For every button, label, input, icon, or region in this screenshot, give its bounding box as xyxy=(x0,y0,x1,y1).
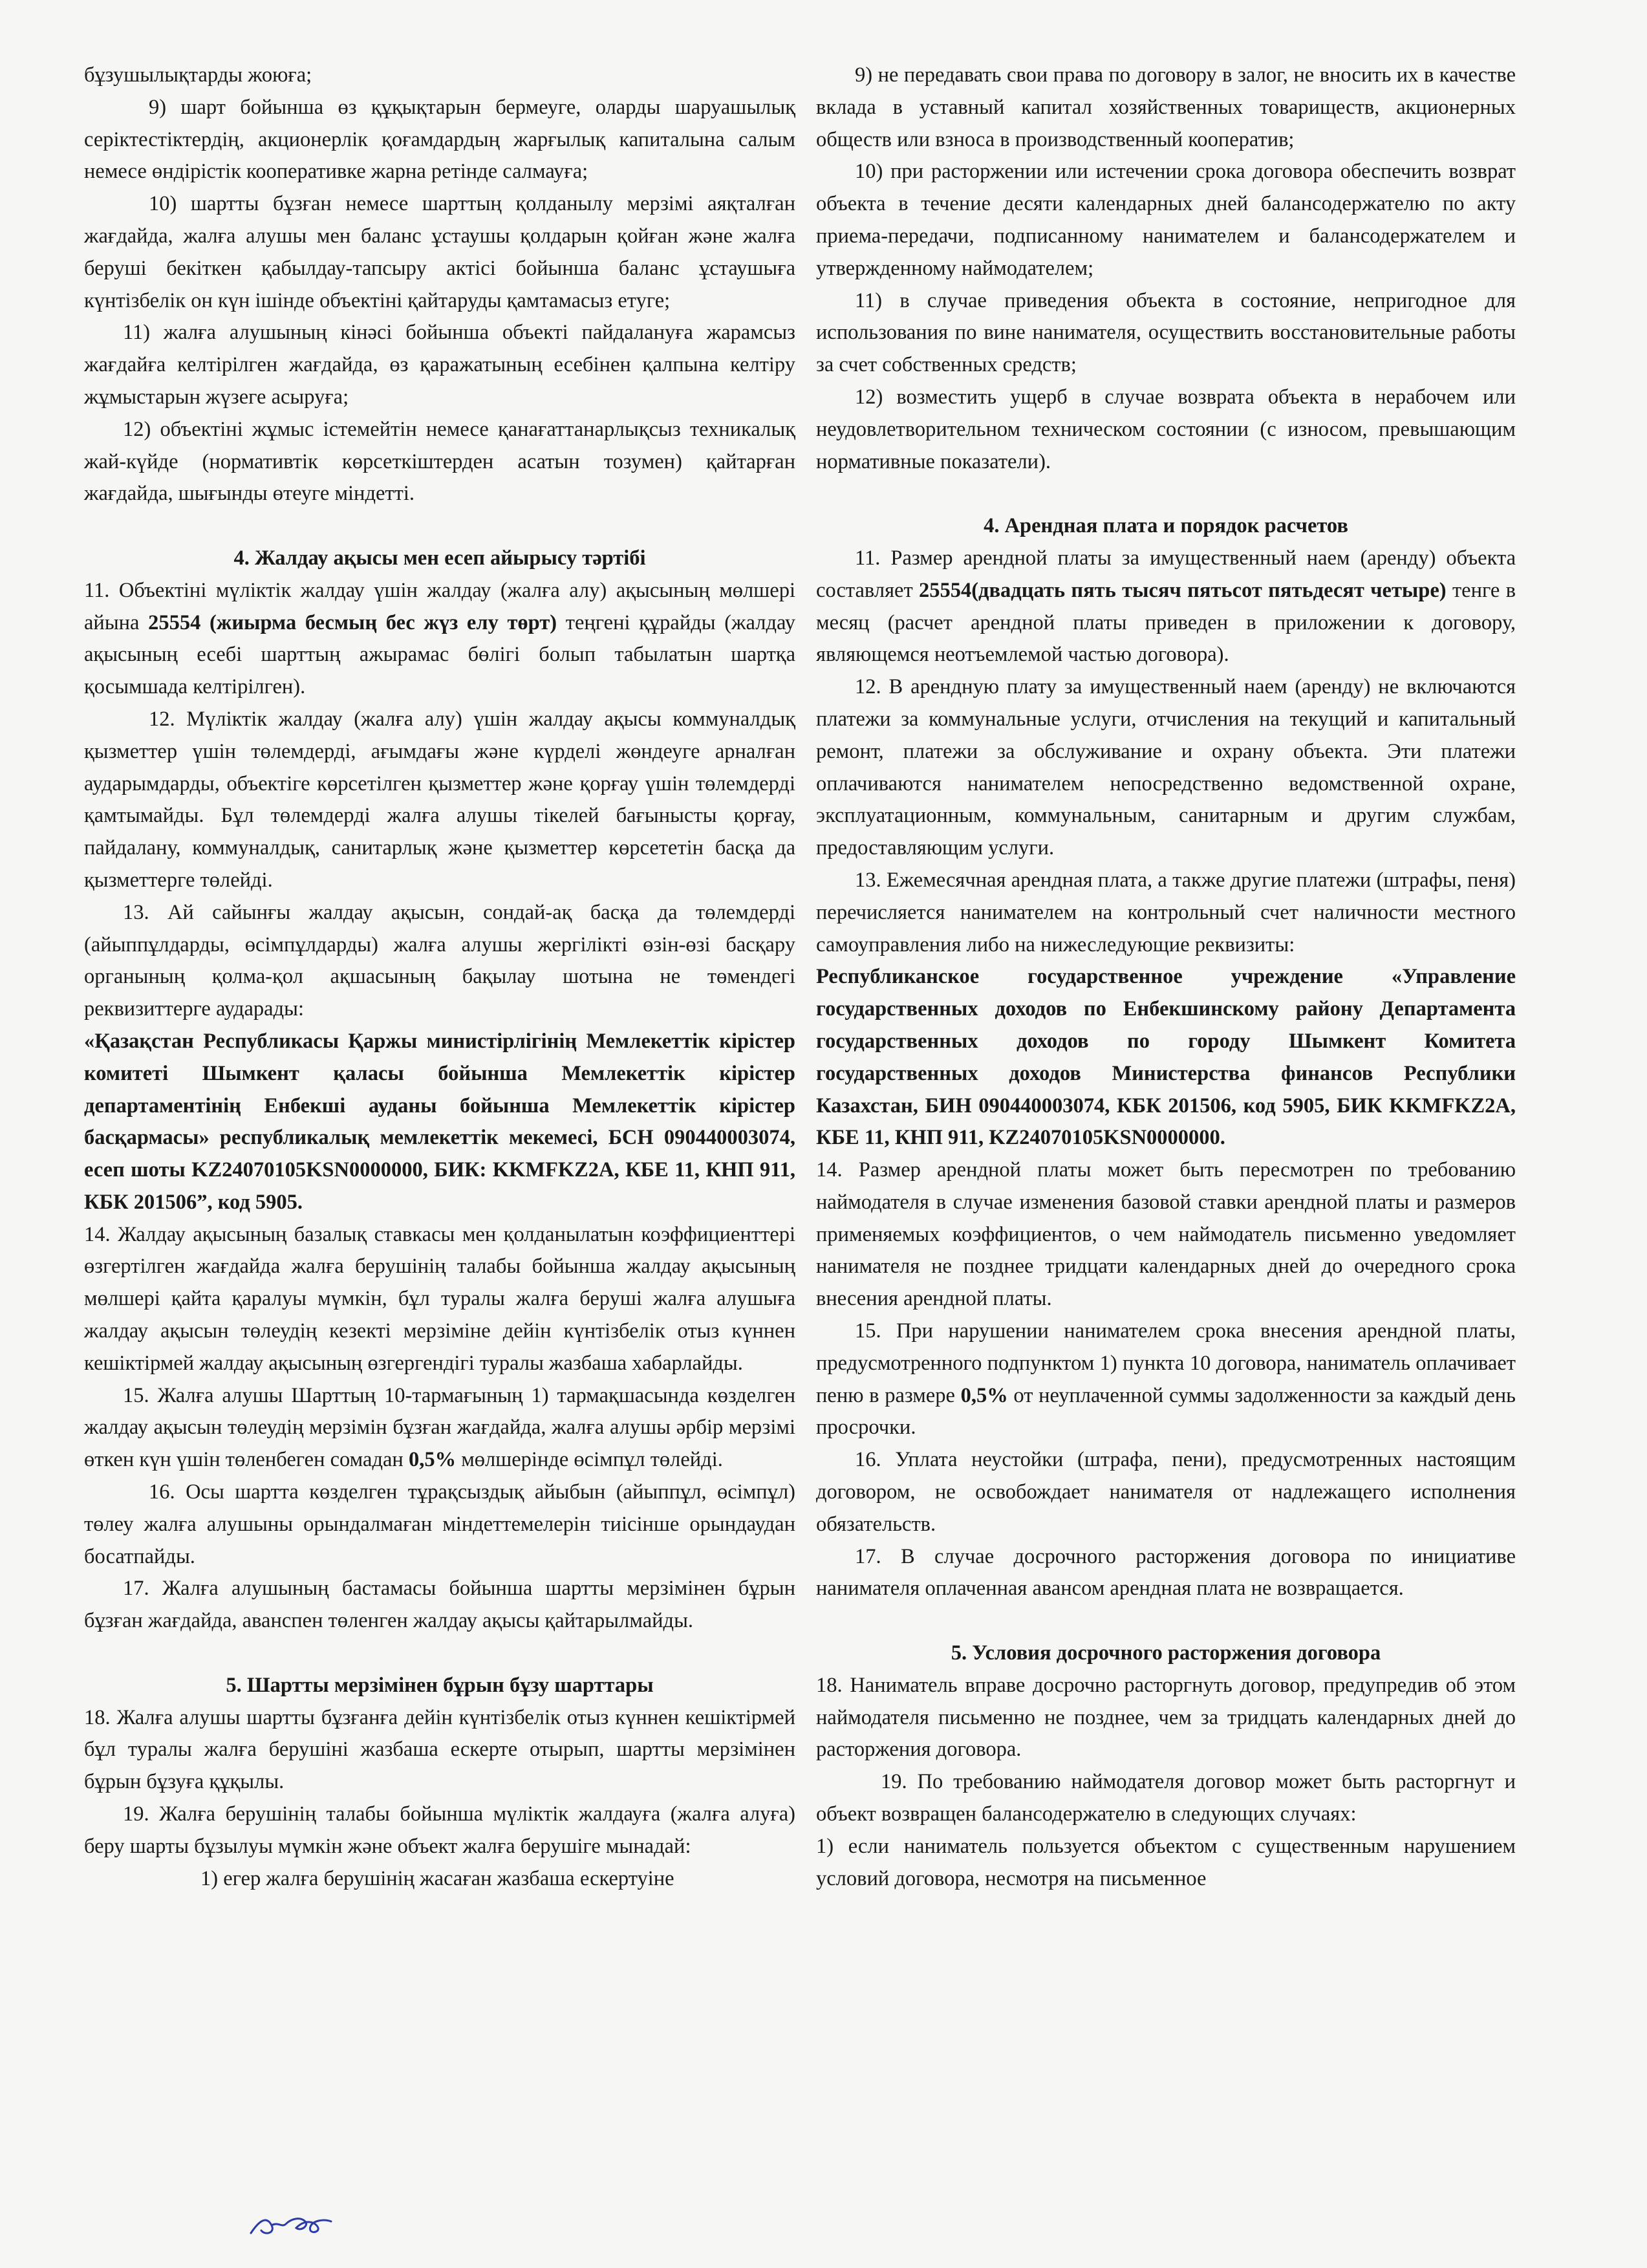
paragraph: 19. Жалға берушінің талабы бойынша мүліктік жалдауға (жалға алуға) беру шарты бұзылуы мүмкін және объект жалға берушіге мынадай: xyxy=(84,1802,795,1858)
bold-amount: 0,5% xyxy=(960,1383,1008,1407)
paragraph xyxy=(816,1315,1516,1444)
paragraph-text: 11. Размер арендной платы за имущественный наем (аренду) объекта составляет xyxy=(816,546,1516,602)
paragraph: 18. Жалға алушы шартты бұзғанға дейін күнтізбелік отыз күннен кешіктірмей бұл туралы жалға берушіні жазбаша ескерте отырып, шартты мерзімінен бұрын бұзуға құқылы. xyxy=(84,1705,795,1794)
paragraph: 9) не передавать свои права по договору в залог, не вносить их в качестве вклада в уставный капитал хозяйственных товариществ, акционерных обществ или взноса в производственный кооператив; xyxy=(816,63,1516,151)
paragraph-text: теңгені құрайды (жалдау ақысының есебі шарттың ажырамас бөлігі болып табылатын шартқа қосымшада келтірілген). xyxy=(84,610,796,699)
paragraph: 13. Ежемесячная арендная плата, а также другие платежи (штрафы, пеня) перечисляется нанимателем на контрольный счет наличности местного самоуправления либо на нижеследующие реквизиты: xyxy=(816,868,1516,956)
paragraph: 13. Ай сайынғы жалдау ақысын, сондай-ақ басқа да төлемдерді (айыппұлдарды, өсімпұлдарды) жалға алушы жергілікті өзін-өзі басқару органының қолма-қол ақшасының бақылау шотына не төмендегі реквизиттерге аударады: xyxy=(84,900,795,1021)
paragraph: Республиканское государственное учреждение «Управление государственных доходов по Енбекшинскому району Департамента государственных доходов по городу Шымкент Комитета государственных доходов Министерства финансов Республики Казахстан, БИН 090440003074, КБК 201506, код 5905, БИК KKMFKZ2A, КБЕ 11, КНП 911, KZ24070105KSN0000000. xyxy=(816,965,1516,1150)
paragraph: 14. Жалдау ақысының базалық ставкасы мен қолданылатын коэффициенттері өзгертілген жағдайда жалға берушінің талабы бойынша жалдау ақысының мөлшері қайта қаралуы мүмкін, бұл туралы жалға беруші жалға алушыға жалдау ақысын төлеудің кезекті мерзіміне дейін күнтізбелік отыз күннен кешіктірмей жалдау ақысының өзгергендігі туралы жазбаша хабарлайды. xyxy=(84,1222,795,1375)
spacer xyxy=(816,1605,1516,1637)
section-heading: 5. Шартты мерзімінен бұрын бұзу шарттары xyxy=(226,1673,654,1697)
paragraph xyxy=(84,1380,795,1476)
bold-amount: 0,5% xyxy=(408,1448,457,1472)
paragraph: 11) в случае приведения объекта в состояние, непригодное для использования по вине нанимателя, осуществить восстановительные работы за счет собственных средств; xyxy=(816,288,1516,377)
bold-amount: 25554(двадцать пять тысяч пятьсот пятьдесят четыре) xyxy=(918,578,1447,602)
paragraph: 18. Наниматель вправе досрочно расторгнуть договор, предупредив об этом наймодателя письменно не позднее, чем за тридцать календарных дней до расторжения договора. xyxy=(816,1673,1516,1762)
paragraph-text: тенге в месяц (расчет арендной платы приведен в приложении к договору, являющемся неотъемлемой частью договора). xyxy=(816,578,1516,667)
section-heading: 4. Арендная плата и порядок расчетов xyxy=(984,514,1348,538)
paragraph: 16. Уплата неустойки (штрафа, пени), предусмотренных настоящим договором, не освобождает нанимателя от надлежащего исполнения обязательств. xyxy=(816,1448,1516,1536)
paragraph-text: мөлшерінде өсімпұл төлейді. xyxy=(456,1448,723,1472)
paragraph: 1) егер жалға берушінің жасаған жазбаша ескертуіне xyxy=(200,1866,674,1890)
paragraph: 10) при расторжении или истечении срока договора обеспечить возврат объекта в течение десяти календарных дней балансодержателю по акту приема-передачи, подписанному нанимателем и балансодержателем и утвержденному наймодателем; xyxy=(816,160,1516,280)
paragraph xyxy=(816,543,1516,671)
spacer xyxy=(816,478,1516,510)
signature xyxy=(246,2202,336,2241)
paragraph-text: 15. При нарушении нанимателем срока внесения арендной платы, предусмотренного подпунктом 1) пункта 10 договора, наниматель оплачивает пеню в размере xyxy=(816,1319,1516,1407)
paragraph: 19. По требованию наймодателя договор может быть расторгнут и объект возвращен балансодержателю в следующих случаях: xyxy=(816,1770,1516,1826)
paragraph: 16. Осы шартта көзделген тұрақсыздық айыбын (айыппұл, өсімпұл) төлеу жалға алушыны орындалмаған міндеттемелерін тиісінше орындаудан босатпайды. xyxy=(84,1480,795,1568)
bold-amount: 25554 (жиырма бесмың бес жүз елу төрт) xyxy=(148,610,557,634)
paragraph: 12. В арендную плату за имущественный наем (аренду) не включаются платежи за коммунальные услуги, отчисления на текущий и капитальный ремонт, платежи за обслуживание и охрану объекта. Эти платежи оплачиваются нанимателем непосредственно ведомственной охране, эксплуатационным, коммунальным, санитарным и другим службам, предоставляющим услуги. xyxy=(816,675,1516,860)
paragraph: 17. Жалға алушының бастамасы бойынша шартты мерзімінен бұрын бұзған жағдайда, аванспен төленген жалдау ақысы қайтарылмайды. xyxy=(84,1577,795,1633)
paragraph-text: от неуплаченной суммы задолженности за каждый день просрочки. xyxy=(816,1383,1516,1440)
spacer xyxy=(84,1637,795,1670)
paragraph: 17. В случае досрочного расторжения договора по инициативе нанимателя оплаченная авансом арендная плата не возвращается. xyxy=(816,1544,1516,1601)
paragraph: 9) шарт бойынша өз құқықтарын бермеуге, оларды шаруашылық серіктестіктердің, акционерлік қоғамдардың жарғылық капиталына салым немесе өндірістік кооперативке жарна ретінде салмауға; xyxy=(84,95,795,184)
paragraph: 12) возместить ущерб в случае возврата объекта в нерабочем или неудовлетворительном техническом состоянии (с износом, превышающим нормативные показатели). xyxy=(816,385,1516,473)
paragraph: 10) шартты бұзған немесе шарттың қолданылу мерзімі аяқталған жағдайда, жалға алушы мен баланс ұстаушы қолдарын қойған және жалға беруші бекіткен қабылдау-тапсыру актісі бойынша баланс ұстаушыға күнтізбелік он күн ішінде объектіні қайтаруды қамтамасыз етуге; xyxy=(84,192,795,312)
paragraph: 12) объектіні жұмыс істемейтін немесе қанағаттанарлықсыз техникалық жай-күйде (нормативтік көрсеткіштерден асатын тозумен) қайтарған жағдайда, шығынды өтеуге міндетті. xyxy=(84,417,795,506)
spacer xyxy=(84,510,795,543)
paragraph: 14. Размер арендной платы может быть пересмотрен по требованию наймодателя в случае изменения базовой ставки арендной платы и размеров применяемых коэффициентов, о чем наймодатель письменно уведомляет нанимателя не позднее тридцати календарных дней до очередного срока внесения арендной платы. xyxy=(816,1158,1516,1311)
section-heading: 5. Условия досрочного расторжения договора xyxy=(951,1641,1381,1665)
section-heading: 4. Жалдау ақысы мен есеп айырысу тәртібі xyxy=(233,546,646,570)
kazakh-column xyxy=(84,59,795,1895)
russian-column xyxy=(816,59,1516,1895)
paragraph: 12. Мүліктік жалдау (жалға алу) үшін жалдау ақысы коммуналдық қызметтер үшін төлемдерді, ағымдағы және күрделі жөндеуге арналған аударымдарды, объектіге көрсетілген қызметтер және қорғау үшін төлемдерді қамтымайды. Бұл төлемдерді жалға алушы тікелей бағынысты қорғау, пайдалану, коммуналдық, санитарлық және қызметтер көрсететін басқа да қызметтерге төлейді. xyxy=(84,707,795,892)
paragraph: 1) если наниматель пользуется объектом с существенным нарушением условий договора, несмотря на письменное xyxy=(816,1834,1516,1890)
paragraph: бұзушылықтарды жоюға; xyxy=(84,63,312,87)
paragraph-text: 15. Жалға алушы Шарттың 10-тармағының 1) тармақшасында көзделген жалдау ақысын төлеудің мерзімін бұзған жағдайда, жалға алушы әрбір мерзімі өткен күн үшін төленбеген сомадан xyxy=(84,1383,795,1472)
paragraph: 11) жалға алушының кінәсі бойынша объекті пайдалануға жарамсыз жағдайға келтірілген жағдайда, өз қаражатының есебінен қалпына келтіру жұмыстарын жүзеге асыруға; xyxy=(84,321,795,409)
paragraph-text: 11. Объектіні мүліктік жалдау үшін жалдау (жалға алу) ақысының мөлшері айына xyxy=(84,578,795,634)
paragraph: «Қазақстан Республикасы Қаржы министірлігінің Мемлекеттік кірістер комитеті Шымкент қаласы бойынша Мемлекеттік кірістер департаментінің Енбекші ауданы бойынша Мемлекеттік кірістер басқармасы» республикалық мемлекеттік мекемесі, БСН 090440003074, есеп шоты KZ24070105KSN0000000, БИК: KKMFKZ2A, КБЕ 11, КНП 911, КБК 201506”, код 5905. xyxy=(84,1029,795,1214)
paragraph xyxy=(84,575,795,704)
